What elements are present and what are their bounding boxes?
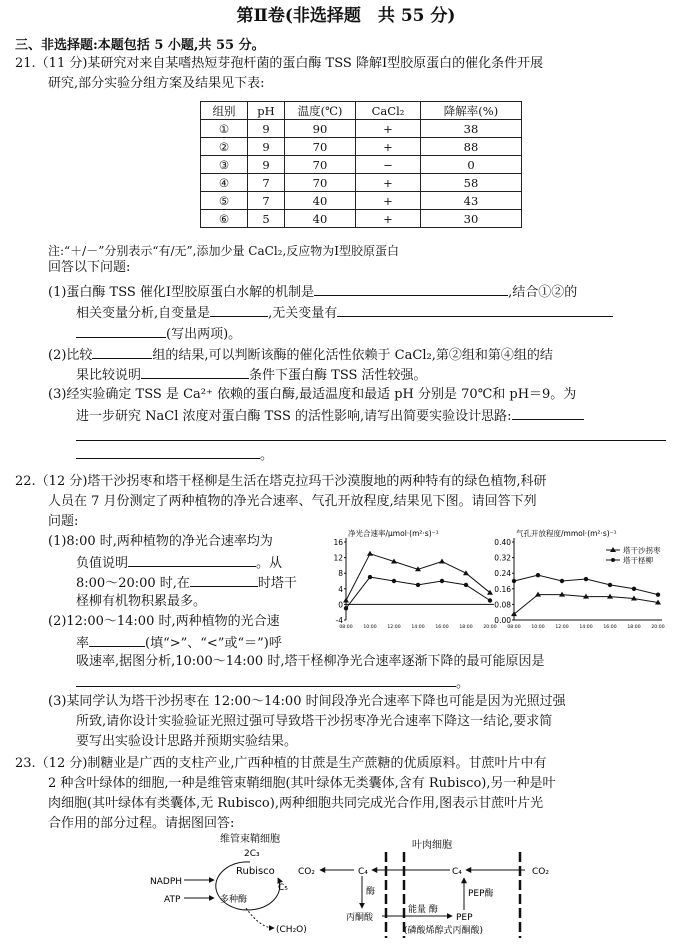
y-tick-label: -4 <box>335 616 343 625</box>
table-cell: ③ <box>201 156 248 174</box>
c4-left-label: C₄ <box>358 867 368 877</box>
q21-stem-line2: 研究,部分实验分组方案及结果见下表: <box>48 76 265 91</box>
y-tick-label: 0.08 <box>494 600 511 610</box>
table-header: 温度(℃) <box>285 102 356 120</box>
pep-enzyme-label: PEP酶 <box>468 889 494 899</box>
table-cell: 9 <box>248 156 285 174</box>
table-cell: 90 <box>285 120 356 138</box>
x-tick-label: 20:00 <box>651 625 665 630</box>
data-point-triangle <box>439 559 445 564</box>
table-cell: 70 <box>285 138 356 156</box>
nadph-label: NADPH <box>150 877 183 887</box>
c4-right-label: C₄ <box>452 867 462 877</box>
q21-table <box>200 101 522 228</box>
table-row <box>201 174 522 192</box>
net-photosynthesis-chart <box>330 528 498 632</box>
pyruvate-label: 丙酮酸 <box>346 913 374 923</box>
y-axis-label: 净光合速率/μmol·(m²·s)⁻¹ <box>348 529 439 538</box>
y-tick-label: 4 <box>338 584 343 594</box>
co2-right-label: CO₂ <box>532 867 549 877</box>
c5-label: C₅ <box>278 883 288 893</box>
answer-blank[interactable] <box>314 283 508 296</box>
table-row <box>201 192 522 210</box>
text-segment: 率 <box>76 636 90 651</box>
data-point-circle <box>608 583 612 587</box>
table-header: 组别 <box>201 102 248 120</box>
c3-label: 2C₃ <box>244 849 260 859</box>
answer-blank[interactable] <box>92 346 152 359</box>
y-tick-label: 12 <box>333 553 343 563</box>
text-segment: 果比较说明 <box>76 368 142 383</box>
table-cell: 30 <box>421 210 522 228</box>
data-point-circle <box>584 577 588 581</box>
q22-part3-line1: (3)某同学认为塔干沙拐枣在 12:00～14:00 时间段净光合速率下降也可能是因为光照过强 <box>48 694 566 709</box>
table-row <box>201 156 522 174</box>
q22-part2-line4 <box>76 674 469 692</box>
table-cell: 70 <box>285 174 356 192</box>
q21-part2-line2 <box>76 366 427 384</box>
enzyme-label: 酶 <box>366 887 376 897</box>
answer-blank[interactable] <box>190 574 258 587</box>
data-point-circle <box>560 579 564 583</box>
table-cell: + <box>356 120 421 138</box>
x-tick-label: 14:00 <box>579 625 593 630</box>
y-tick-label: 0 <box>338 600 343 610</box>
table-cell: + <box>356 138 421 156</box>
data-point-circle <box>440 579 444 583</box>
x-tick-label: 10:00 <box>531 625 545 630</box>
text-segment: (填“>”、“<”或“＝”)呼 <box>145 636 282 651</box>
q22-part2-line3: 吸速率,据图分析,10:00～14:00 时,塔干柽柳净光合速率逐渐下降的最可能原因是 <box>76 654 545 669</box>
answer-blank[interactable] <box>76 446 260 459</box>
pep-label: PEP <box>456 913 473 923</box>
table-cell: ① <box>201 120 248 138</box>
table-cell: 7 <box>248 192 285 210</box>
table-cell: 40 <box>285 192 356 210</box>
y-tick-label: 8 <box>338 569 343 579</box>
data-point-triangle <box>367 551 373 556</box>
legend-label: 塔干沙拐枣 <box>623 546 661 555</box>
table-cell: − <box>356 156 421 174</box>
table-row <box>201 120 522 138</box>
q21-part3-line2 <box>76 407 584 425</box>
y-tick-label: 0.00 <box>494 616 511 625</box>
q22-part1-line3 <box>76 574 297 592</box>
pep-full-label: (磷酸烯醇式丙酮酸) <box>404 926 484 936</box>
table-row <box>201 210 522 228</box>
answer-blank[interactable] <box>76 674 456 687</box>
y-axis-label: 气孔开放程度/mmol·(m²·s)⁻¹ <box>516 529 617 538</box>
q23-stem-line4: 合作用的部分过程。请据图回答: <box>48 816 235 831</box>
y-tick-label: 16 <box>333 538 343 547</box>
data-point-circle <box>512 579 516 583</box>
x-tick-label: 08:00 <box>507 625 521 630</box>
text-segment: (1)蛋白酶 TSS 催化Ⅰ型胶原蛋白水解的机制是 <box>48 285 315 300</box>
text-segment: 相关变量分析,自变量是 <box>76 306 211 321</box>
text-segment: (写出两项)。 <box>166 327 242 342</box>
text-segment: 条件下蛋白酶 TSS 活性较强。 <box>249 368 427 383</box>
text-segment: 。从 <box>256 556 283 571</box>
q22-part3-line3: 要写出实验设计思路并预期实验结果。 <box>76 734 298 749</box>
q21-note: 注:“＋/－”分别表示“有/无”,添加少量 CaCl₂,反应物为Ⅰ型胶原蛋白 <box>48 244 400 258</box>
table-cell: ⑥ <box>201 210 248 228</box>
data-point-circle <box>368 575 372 579</box>
x-tick-label: 12:00 <box>555 625 569 630</box>
table-cell: 9 <box>248 120 285 138</box>
q22-part1-line4: 柽柳有机物积累最多。 <box>76 594 207 609</box>
answer-blank[interactable] <box>337 304 613 317</box>
table-cell: 58 <box>421 174 522 192</box>
table-header-row <box>201 102 522 120</box>
table-cell: + <box>356 174 421 192</box>
x-tick-label: 20:00 <box>483 625 497 630</box>
q21-part1-line1 <box>48 283 577 301</box>
text-segment: 。 <box>456 676 470 691</box>
series-line <box>346 577 490 608</box>
table-cell: 5 <box>248 210 285 228</box>
enzymes-label: 多种酶 <box>220 895 248 905</box>
part-heading: 三、非选择题:本题包括 5 小题,共 55 分。 <box>15 38 265 53</box>
table-cell: 43 <box>421 192 522 210</box>
answer-blank[interactable] <box>512 407 584 420</box>
atp-label: ATP <box>164 895 181 905</box>
y-tick-label: 0.16 <box>494 584 511 594</box>
table-cell: + <box>356 210 421 228</box>
x-tick-label: 14:00 <box>411 625 425 630</box>
q21-answer-prompt: 回答以下问题: <box>48 260 131 275</box>
x-tick-label: 10:00 <box>363 625 377 630</box>
mesophyll-label: 叶肉细胞 <box>412 840 452 851</box>
co2-left-label: CO₂ <box>298 867 315 877</box>
data-point-circle <box>392 579 396 583</box>
y-tick-label: 0.32 <box>494 553 511 563</box>
data-point-circle <box>536 573 540 577</box>
text-segment: 进一步研究 NaCl 浓度对蛋白酶 TSS 的活性影响,请写出简要实验设计思路: <box>76 409 512 424</box>
text-segment: 组的结果,可以判断该酶的催化活性依赖于 CaCl₂,第②组和第④组的结 <box>152 348 553 363</box>
q22-part1-line2 <box>76 554 282 572</box>
data-point-circle <box>632 587 636 591</box>
table-header: 降解率(%) <box>421 102 522 120</box>
q21-part1-line2 <box>76 304 613 322</box>
text-segment: ,无关变量有 <box>268 306 338 321</box>
q23-stem-line1: 23.（12 分)制糖业是广西的支柱产业,广西种植的甘蔗是生产蔗糖的优质原料。甘蔗叶片中有 <box>15 756 547 771</box>
energy-enzyme-label: 能量 酶 <box>408 905 438 915</box>
legend-label: 塔干柽柳 <box>623 556 653 565</box>
text-segment: 时塔干 <box>257 576 297 591</box>
table-header: CaCl₂ <box>356 102 421 120</box>
series-line <box>346 554 490 601</box>
q22-part3-line2: 所致,请你设计实验验证光照过强可导致塔干沙拐枣净光合速率下降这一结论,要求简 <box>76 714 553 729</box>
legend-marker <box>611 558 615 562</box>
x-tick-label: 08:00 <box>339 625 353 630</box>
q22-part1-line1: (1)8:00 时,两种植物的净光合速率均为 <box>48 534 273 549</box>
y-tick-label: 0.40 <box>494 538 511 547</box>
table-cell: + <box>356 192 421 210</box>
q23-stem-line2: 2 种含叶绿体的细胞,一种是维管束鞘细胞(其叶绿体无类囊体,含有 Rubisco),另一种是叶 <box>48 776 556 791</box>
table-cell: 70 <box>285 156 356 174</box>
x-tick-label: 16:00 <box>435 625 449 630</box>
q21-part3-line4 <box>76 446 273 464</box>
text-segment: ,结合①②的 <box>508 285 578 300</box>
q22-stem-line2: 人员在 7 月份测定了两种植物的净光合速率、气孔开放程度,结果见下图。请回答下列 <box>48 494 537 509</box>
answer-blank[interactable] <box>89 634 145 647</box>
x-tick-label: 16:00 <box>603 625 617 630</box>
bundle-sheath-label: 维管束鞘细胞 <box>220 834 280 845</box>
table-cell: 0 <box>421 156 522 174</box>
q21-part1-line3 <box>76 325 241 343</box>
q21-part3-line1: (3)经实验确定 TSS 是 Ca²⁺ 依赖的蛋白酶,最适温度和最适 pH 分别是 70℃和 pH＝9。为 <box>48 387 577 402</box>
data-point-circle <box>656 592 660 596</box>
x-tick-label: 18:00 <box>459 625 473 630</box>
answer-blank[interactable] <box>210 304 268 317</box>
data-point-triangle <box>343 598 349 603</box>
answer-blank[interactable] <box>128 554 256 567</box>
table-cell: 9 <box>248 138 285 156</box>
table-cell: ② <box>201 138 248 156</box>
product-arrow <box>246 908 274 928</box>
q22-part2-line1: (2)12:00～14:00 时,两种植物的光合速 <box>48 614 280 629</box>
q22-stem-line3: 问题: <box>48 514 79 529</box>
table-cell: 88 <box>421 138 522 156</box>
text-segment: 负值说明 <box>76 556 129 571</box>
q22-stem-line1: 22.（12 分)塔干沙拐枣和塔干柽柳是生活在塔克拉玛干沙漠腹地的两种特有的绿色植物,科研 <box>15 474 547 489</box>
text-segment: (2)比较 <box>48 348 93 363</box>
q23-stem-line3: 肉细胞(其叶绿体有类囊体,无 Rubisco),两种细胞共同完成光合作用,图表示甘蔗叶片光 <box>48 796 544 811</box>
table-cell: 40 <box>285 210 356 228</box>
answer-line[interactable] <box>76 440 666 441</box>
stomatal-opening-chart <box>484 528 668 632</box>
data-point-circle <box>464 583 468 587</box>
table-cell: 7 <box>248 174 285 192</box>
table-row <box>201 138 522 156</box>
answer-blank[interactable] <box>141 366 249 379</box>
y-tick-label: 0.24 <box>494 569 511 579</box>
table-cell: ④ <box>201 174 248 192</box>
data-point-triangle <box>607 594 613 599</box>
x-tick-label: 18:00 <box>627 625 641 630</box>
rubisco-label: Rubisco <box>236 866 275 877</box>
x-tick-label: 12:00 <box>387 625 401 630</box>
section-title: 第Ⅱ卷(非选择题 共 55 分) <box>236 6 456 26</box>
table-header: pH <box>248 102 285 120</box>
q22-part2-line2 <box>76 634 282 652</box>
q21-stem-line1: 21.（11 分)某研究对来自某嗜热短芽孢杆菌的蛋白酶 TSS 降解Ⅰ型胶原蛋白的催化条件开展 <box>15 56 544 71</box>
text-segment: 。 <box>260 448 274 463</box>
q21-part2-line1 <box>48 346 553 364</box>
table-cell: 38 <box>421 120 522 138</box>
table-cell: ⑤ <box>201 192 248 210</box>
photosynthesis-diagram <box>150 832 570 940</box>
data-point-circle <box>344 606 348 610</box>
answer-blank[interactable] <box>76 325 166 338</box>
data-point-circle <box>416 583 420 587</box>
text-segment: 8:00～20:00 时,在 <box>76 576 190 591</box>
ch2o-label: (CH₂O) <box>276 925 307 935</box>
